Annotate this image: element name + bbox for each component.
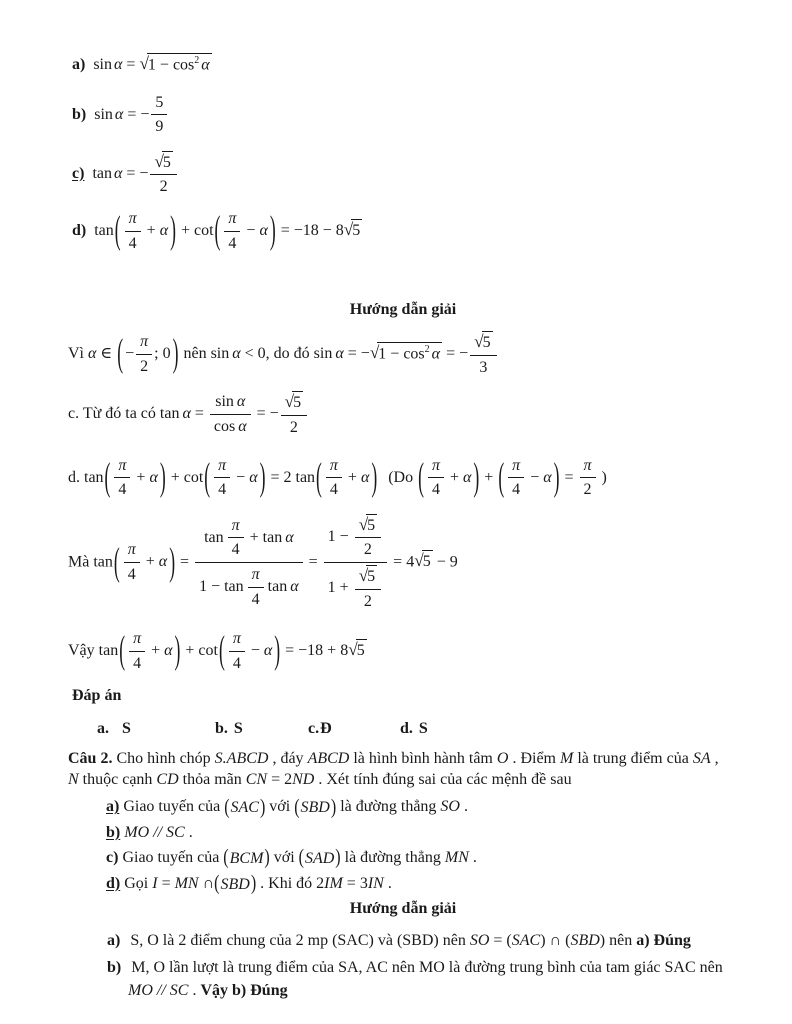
answer-a xyxy=(97,720,131,738)
q1-solution-line-c: c. Từ đó ta có tan α = $\frac{\text{sin α}}{\text{cos α}}$ = − $\frac{√5}{2}$ xyxy=(68,390,738,438)
q2-statement-c: c) Giao tuyến của ( BCM ) với ( SAD ) là đường thẳng MN . xyxy=(106,846,477,870)
answer-a-label: a. xyxy=(97,720,109,738)
answer-d-value: S xyxy=(418,720,428,738)
q1-solution-line-ma: Mà tan ( $\frac{\pi}{4}$ + α ) = tan $\frac{\pi}{4}$ + tan α 1 − tan $\frac{\pi}{4}$ tan α = 1 − $\frac{√5}{2}$ 1 + $\frac{√5}{2}$ = 4√5 − 9 xyxy=(68,514,458,610)
answer-c-label: c. xyxy=(308,720,320,738)
q1-statement-b: b) sin α = − $\frac{5}{9}$ xyxy=(68,92,738,138)
q2-solution-b: b) M, O lần lượt là trung điểm của SA, AC nên MO là đường trung bình của tam giác SAC nên MO // SC . Vậy b) Đúng xyxy=(107,958,723,999)
q2-statement-d: d) Gọi I = MN ∩ ( SBD ) . Khi đó 2IM = 3IN . xyxy=(106,872,392,896)
answer-b xyxy=(215,720,243,738)
answer-a-value: S xyxy=(122,720,131,738)
q1-solution-line-vi: Vì α ∈ ( − $\frac{\pi}{2}$ ; 0 ) nên sin α < 0, do đó $\sin \alpha = -√1 - \cos^2 \alpha$ = − $\frac{√5}{3}$ xyxy=(68,330,738,378)
q2-statement-b: b) MO // SC . xyxy=(106,824,193,842)
answer-d xyxy=(400,720,428,738)
q1-solution-line-d: d. tan ( $\frac{\pi}{4}$ + α ) + cot ( $\frac{\pi}{4}$ − α ) = 2 tan ( $\frac{\pi}{4}$ + α ) (Do ( $\frac{\pi}{4}$ + α ) + ( $\frac{\pi}{4}$ − α ) = $\frac{\pi}{2}$ ) xyxy=(68,453,607,499)
q1-solution-line-vay: Vậy tan ( $\frac{\pi}{4}$ + α ) + cot ( $\frac{\pi}{4}$ − α ) = −18 + 8√5 xyxy=(68,626,365,672)
q2-intro-paragraph: Câu 2. Cho hình chóp S.ABCD , đáy ABCD là hình bình hành tâm O . Điểm M là trung điểm của SA , N thuộc cạnh CD thỏa mãn CN = 2ND . Xét tính đúng sai của các mệnh đề sau xyxy=(68,750,719,789)
q1-solution-heading: Hướng dẫn giải xyxy=(349,301,457,319)
answer-d-label: d. xyxy=(400,720,413,738)
q1-answer-row xyxy=(68,720,738,740)
q1-statement-d: d) tan ( $\frac{\pi}{4}$ + α ) + cot ( $\frac{\pi}{4}$ − α ) = −18 − 8√5 xyxy=(72,206,361,252)
q1-statement-c: c) tan α = − $\frac{√5}{2}$ xyxy=(68,150,738,198)
q1-statement-a: a) $\sin \alpha = √1 - \cos^2 \alpha$ xyxy=(68,52,738,76)
q2-solution-heading: Hướng dẫn giải xyxy=(349,899,457,917)
answer-b-label: b. xyxy=(215,720,228,738)
answer-b-value: S xyxy=(233,720,243,738)
q2-statement-a: a) Giao tuyến của ( SAC ) với ( SBD ) là đường thẳng SO . xyxy=(106,795,468,819)
q2-solution-a: a) S, O là 2 điểm chung của 2 mp (SAC) và (SBD) nên SO = (SAC) ∩ (SBD) nên a) Đúng xyxy=(107,931,691,949)
q1-answer-heading: Đáp án xyxy=(72,687,122,705)
answer-c xyxy=(308,720,332,738)
answer-c-value: Đ xyxy=(320,720,332,738)
